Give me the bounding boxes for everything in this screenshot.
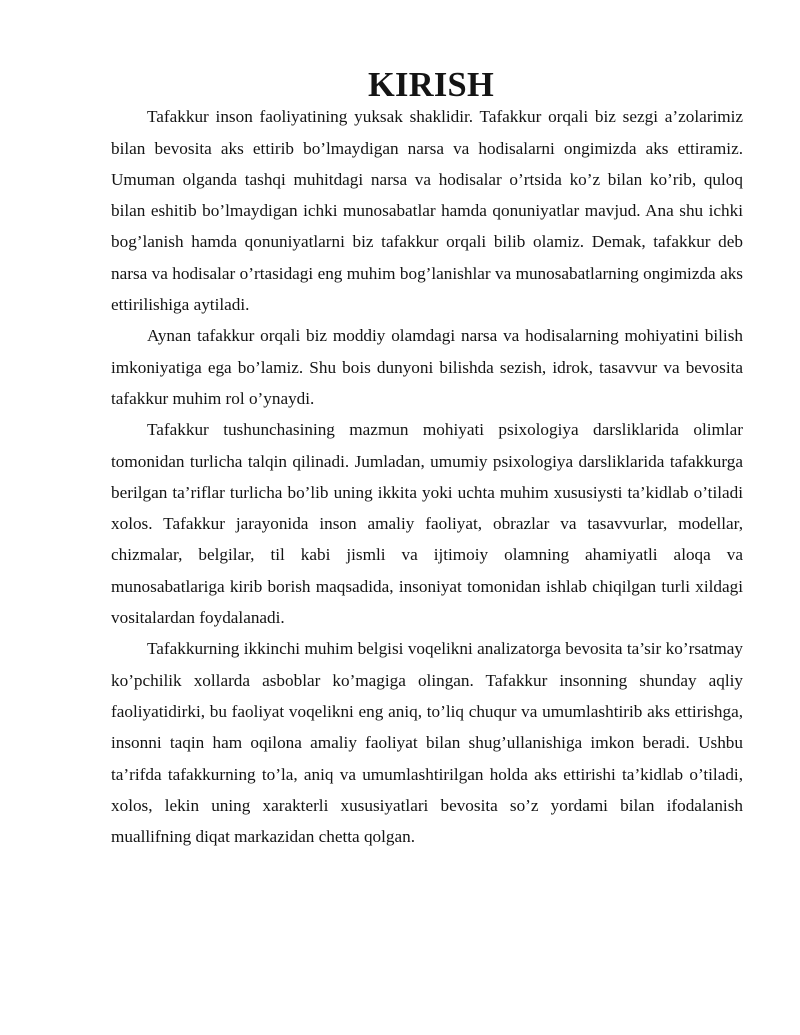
paragraph-4: Tafakkurning ikkinchi muhim belgisi voqelikni analizatorga bevosita ta’sir ko’rsatmay ko’pchilik xollarda asboblar ko’magiga olingan. Tafakkur insonning shunday aqliy faoliyatidirki, bu faoliyat voqelikni eng aniq, to’liq chuqur va umumlashtirib aks ettirishga, insonni taqin ham oqilona amaliy faoliyat bilan shug’ullanishiga imkon beradi. Ushbu ta’rifda tafakkurning to’la, aniq va umumlashtirilgan holda aks ettirishi ta’kidlab o’tiladi, xolos, lekin uning xarakterli xususiyatlari bevosita so’z yordami bilan ifodalanish muallifning diqat markazidan chetta qolgan. (111, 639, 743, 847)
paragraph-1: Tafakkur inson faoliyatining yuksak shaklidir. Tafakkur orqali biz sezgi a’zolarimiz bilan bevosita aks ettirib bo’lmaydigan narsa va hodisalarni ongimizda aks ettiramiz. Umuman olganda tashqi muhitdagi narsa va hodisalar o’rtsida ko’z bilan ko’rib, quloq bilan eshitib bo’lmaydigan ichki munosabatlar hamda qonuniyatlar mavjud. Ana shu ichki bog’lanish hamda qonuniyatlarni biz tafakkur orqali bilib olamiz. Demak, tafakkur deb narsa va hodisalar o’rtasidagi eng muhim bog’lanishlar va munosabatlarning ongimizda aks ettirilishiga aytiladi. (111, 107, 743, 315)
document-page (111, 66, 743, 852)
paragraph-2: Aynan tafakkur orqali biz moddiy olamdagi narsa va hodisalarning mohiyatini bilish imkoniyatiga ega bo’lamiz. Shu bois dunyoni bilishda sezish, idrok, tasavvur va bevosita tafakkur muhim rol o’ynaydi. (111, 326, 743, 408)
document-title: KIRISH (367, 66, 495, 104)
paragraph-3: Tafakkur tushunchasining mazmun mohiyati psixologiya darsliklarida olimlar tomonidan turlicha talqin qilinadi. Jumladan, umumiy psixologiya darsliklarida tafakkurga berilgan ta’riflar turlicha bo’lib uning ikkita yoki uchta muhim xususiysti ta’kidlab o’tiladi xolos. Tafakkur jarayonida inson amaliy faoliyat, obrazlar va tasavvurlar, modellar, chizmalar, belgilar, til kabi jismli va ijtimoiy olamning ahamiyatli aloqa va munosabatlariga kirib borish maqsadida, insoniyat tomonidan ishlab chiqilgan turli xildagi vositalardan foydalanadi. (111, 420, 743, 628)
